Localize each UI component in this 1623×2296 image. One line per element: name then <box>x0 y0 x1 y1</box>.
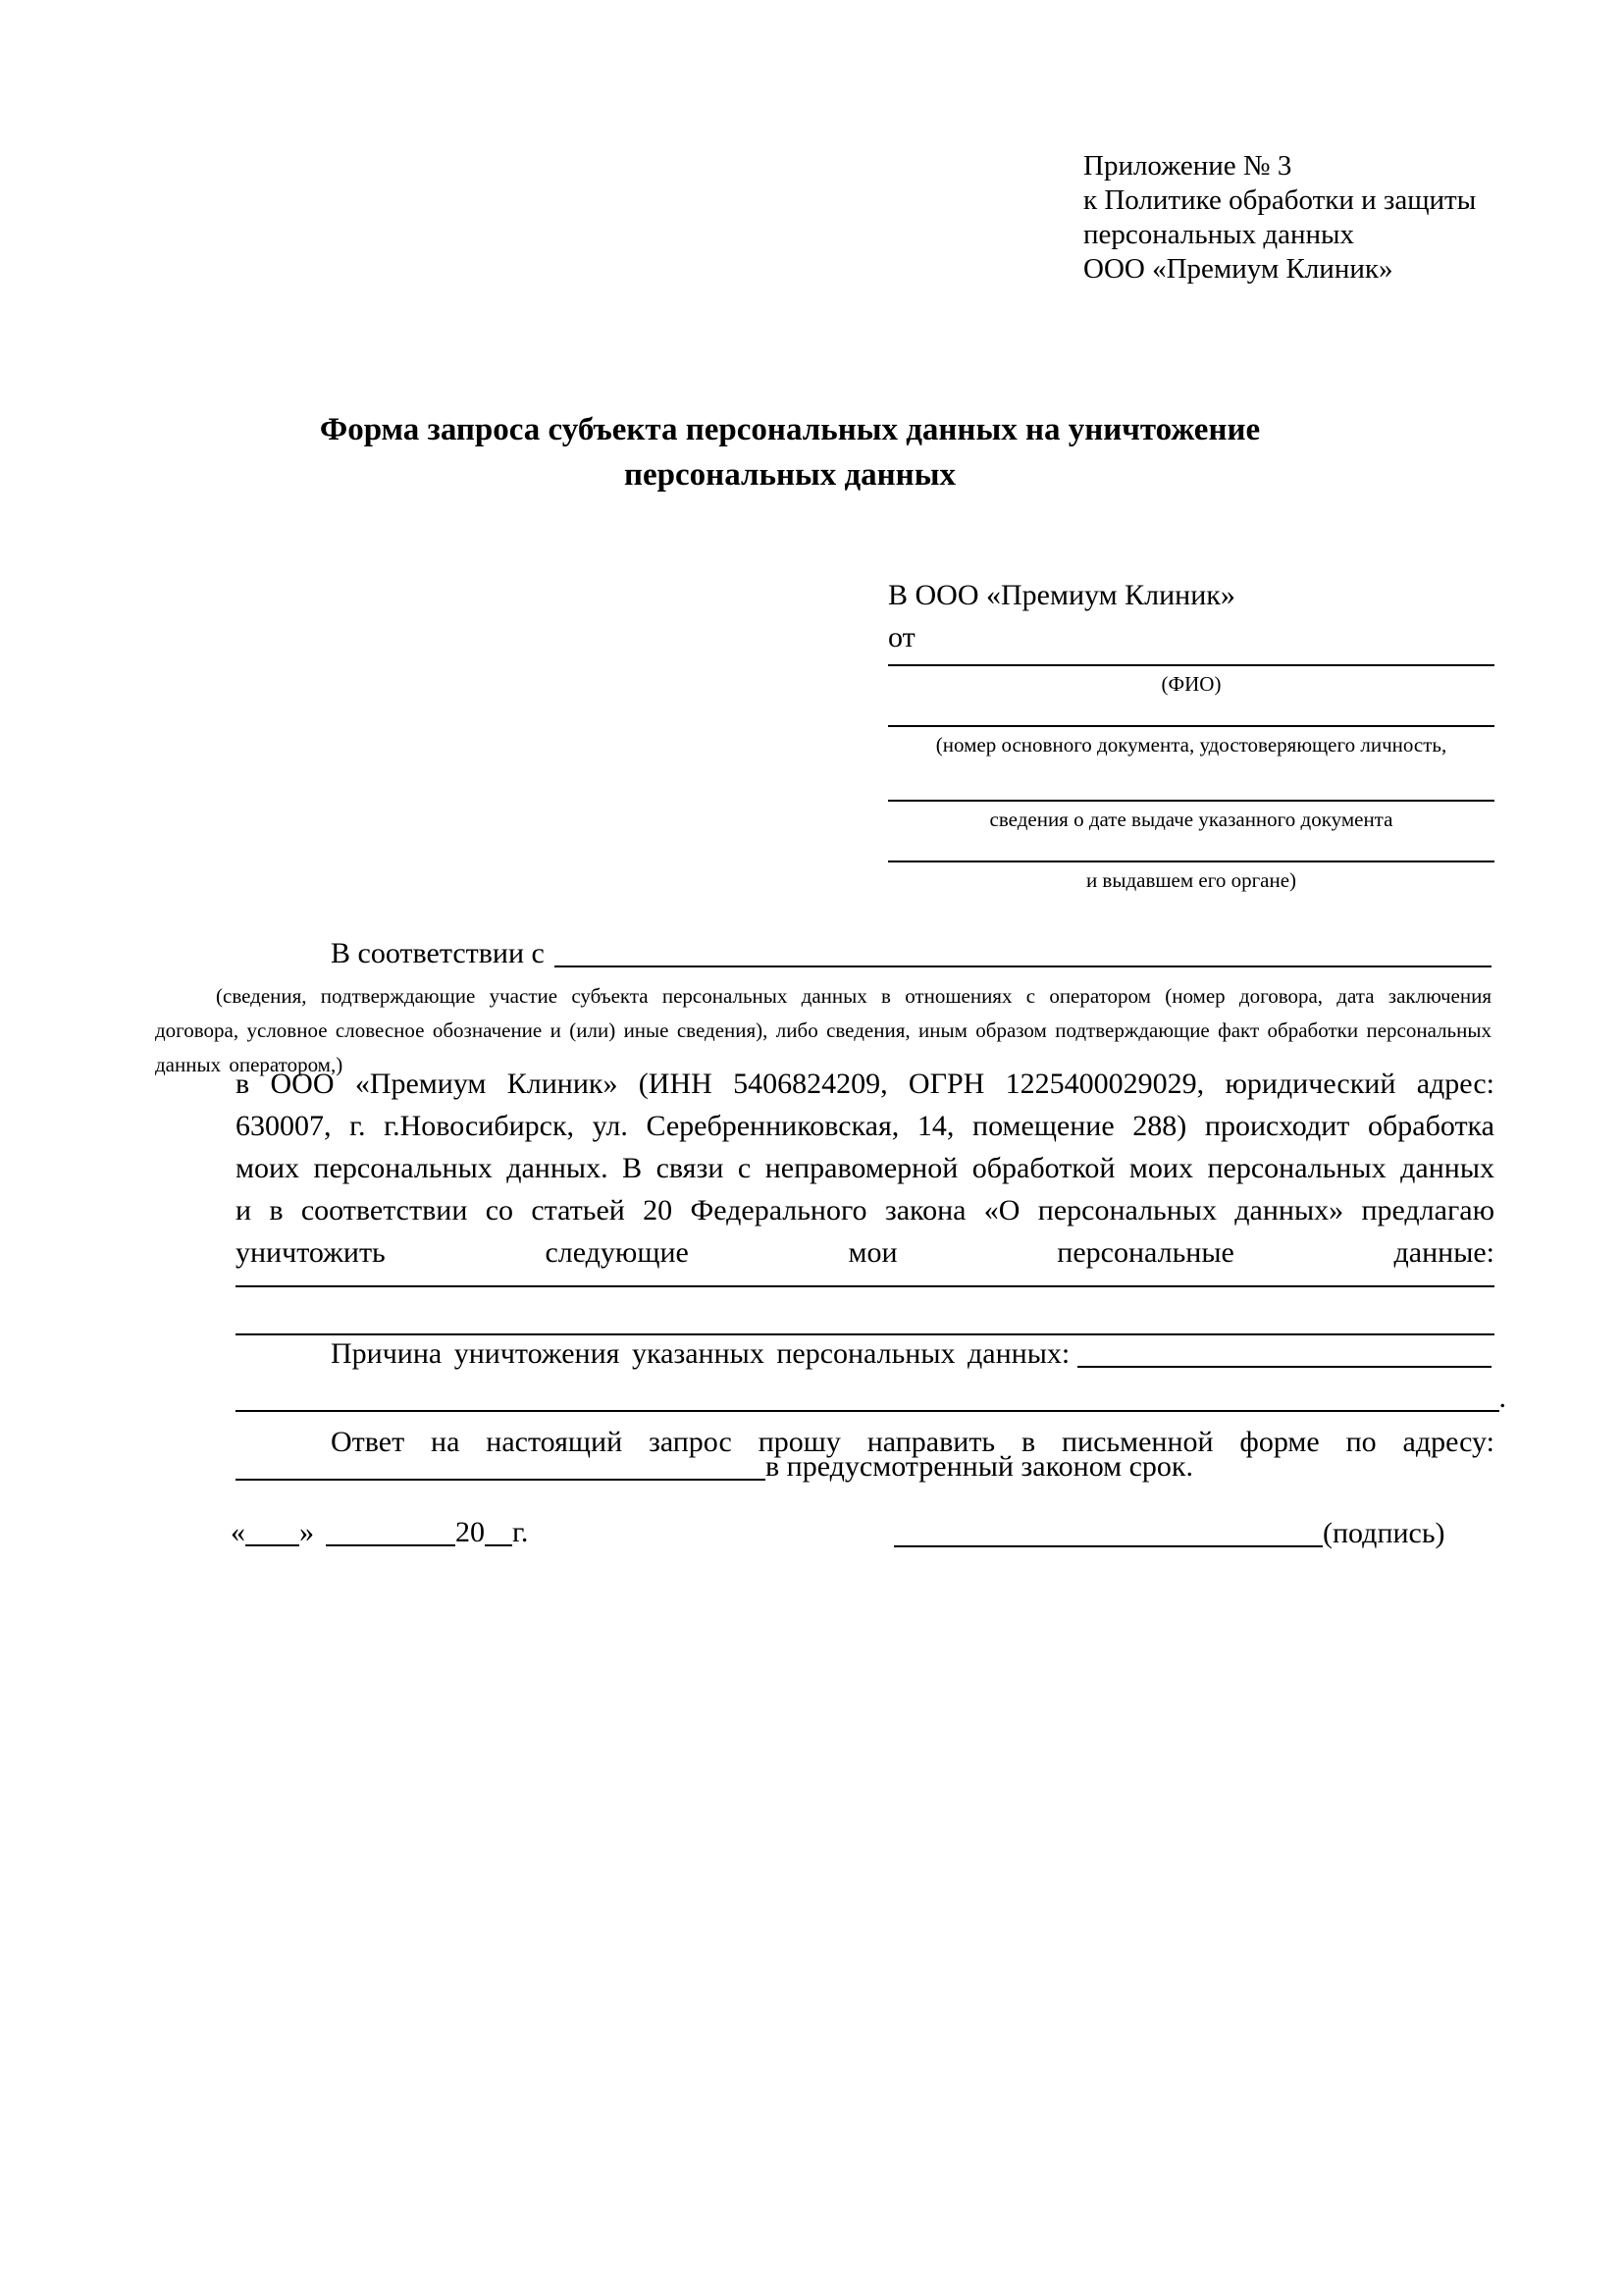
signature-row <box>894 1517 1483 1550</box>
appendix-block <box>1083 149 1515 287</box>
reason-row <box>331 1337 1492 1371</box>
document-issue-date-caption: сведения о дате выдаче указанного документа <box>989 808 1393 831</box>
fio-blank-line <box>888 664 1494 666</box>
accordance-row <box>331 937 1492 970</box>
date-open-quote: « <box>231 1516 245 1548</box>
address-blank-line <box>236 1479 765 1481</box>
main-paragraph: в ООО «Премиум Клиник» (ИНН 5406824209, ОГРН 1225400029029, юридический адрес: 630007, г. г.Новосибирск, ул. Серебренниковская, 14, помещение 288) происходит обработка моих персональных данных. В связи с неправомерной обработкой моих персональных данных и в соответствии со статьей 20 Федерального закона «О персональных данных» предлагаю уничтожить следующие мои персональные данные: <box>236 1068 1494 1269</box>
document-title: Форма запроса субъекта персональных данных на уничтожение персональных данных <box>319 412 1261 493</box>
reply-address-row <box>236 1450 1494 1484</box>
year-prefix: 20 <box>455 1516 485 1548</box>
signature-blank-line <box>894 1545 1323 1547</box>
document-number-caption: (номер основного документа, удостоверяющего личность, <box>935 733 1447 757</box>
appendix-line-2: к Политике обработки и защиты <box>1083 184 1477 216</box>
date-close-quote: » <box>299 1516 314 1548</box>
addressee-from-label: от <box>888 621 916 653</box>
date-row <box>231 1516 528 1549</box>
reason-blank-line-2 <box>236 1410 1499 1412</box>
signature-caption: (подпись) <box>1323 1517 1445 1549</box>
reason-blank-line <box>1077 1366 1492 1368</box>
reply-request-line: Ответ на настоящий запрос прошу направить в письменной форме по адресу: <box>331 1426 1494 1458</box>
personal-data-blank-line-2 <box>236 1333 1494 1335</box>
document-issuer-caption: и выдавшем его органе) <box>1085 868 1297 892</box>
appendix-line-4: ООО «Премиум Клиник» <box>1083 253 1393 285</box>
year-suffix: г. <box>512 1516 529 1548</box>
appendix-line-3: персональных данных <box>1083 219 1355 250</box>
document-number-blank-line <box>888 725 1494 727</box>
reply-request-tail: в предусмотренный законом срок. <box>765 1450 1193 1483</box>
document-issue-date-blank-line <box>888 800 1494 802</box>
accordance-note: (сведения, подтверждающие участие субъекта персональных данных в отношениях с оператором (номер договора, дата заключения договора, условное словесное обозначение и (или) иные сведения), либо сведения, иным образом подтверждающие факт обработки персональных данных оператором,) <box>155 984 1492 1076</box>
reason-label: Причина уничтожения указанных персональных данных: <box>331 1337 1071 1370</box>
personal-data-blank-line-1 <box>236 1285 1494 1287</box>
fio-caption: (ФИО) <box>1161 672 1222 696</box>
line-terminator: . <box>1498 1382 1506 1414</box>
year-blank-line <box>485 1544 512 1546</box>
accordance-label: В соответствии с <box>331 937 545 969</box>
accordance-blank-line <box>554 965 1492 967</box>
reason-continuation-row <box>236 1382 1506 1415</box>
appendix-line-1: Приложение № 3 <box>1083 150 1292 182</box>
document-issuer-blank-line <box>888 861 1494 862</box>
day-blank-line <box>245 1544 299 1546</box>
month-blank-line <box>326 1544 455 1546</box>
addressee-to: В ООО «Премиум Клиник» <box>888 579 1235 611</box>
